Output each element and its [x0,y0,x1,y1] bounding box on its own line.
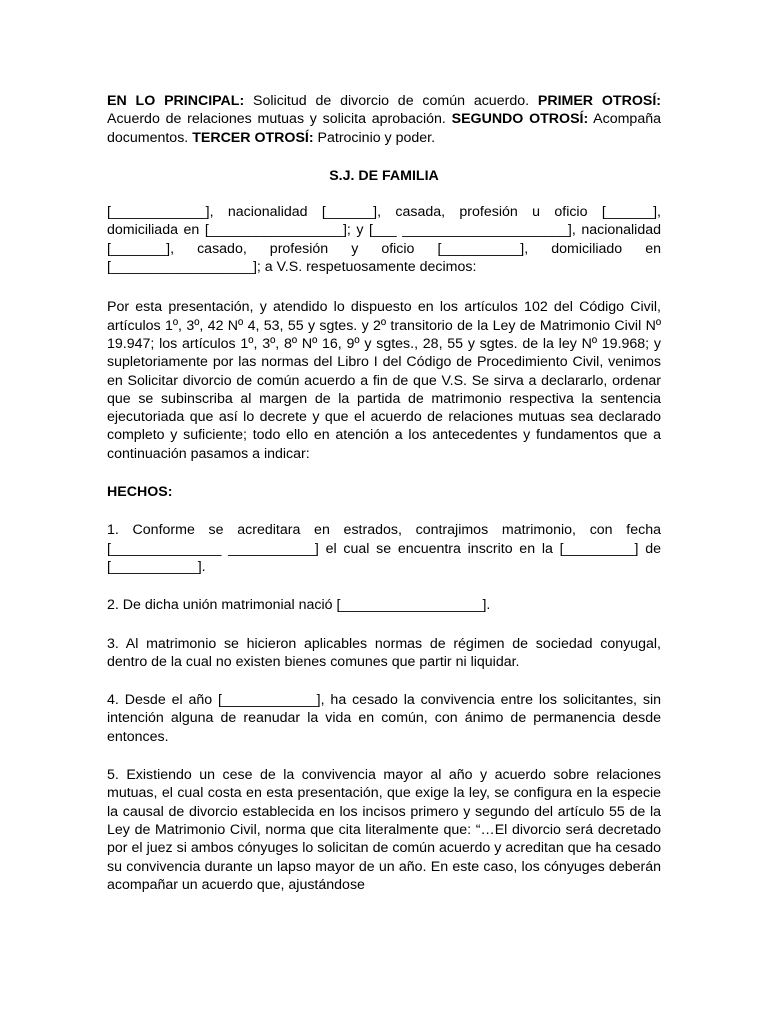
heading-text-principal: Solicitud de divorcio de común acuerdo. [244,93,538,109]
heading-text-segundo-otrosi: Acompaña documentos. [107,111,661,146]
heading-paragraph [107,92,661,147]
fact-1: 1. Conforme se acreditara en estrados, contrajimos matrimonio, con fecha [______________ ___________] el cual se encuentra inscrito en la [_________] de [___________]. [107,522,661,575]
heading-label-segundo-otrosi: SEGUNDO OTROSÍ: [451,111,589,128]
parties-paragraph: [____________], nacionalidad [______], casada, profesión u oficio [______], domiciliada en [_________________]; y [___ _____________________], nacionalidad [_______], casado, profesión y oficio [__________], domiciliado en [__________________]; a V.S. respetuosamente decimos: [107,204,661,276]
fact-5: 5. Existiendo un cese de la convivencia mayor al año y acuerdo sobre relaciones mutuas, el cual costa en esta presentación, que exige la ley, se configura en la especie la causal de divorcio establecida en los incisos primero y segundo del artículo 55 de la Ley de Matrimonio Civil, norma que cita literalmente que: “…El divorcio será decretado por el juez si ambos cónyuges lo solicitan de común acuerdo y acreditan que ha cesado su convivencia durante un lapso mayor de un año. En este caso, los cónyuges deberán acompañar un acuerdo que, ajustándose [107,767,661,893]
heading-label-principal: EN LO PRINCIPAL: [107,93,245,109]
intro-paragraph: Por esta presentación, y atendido lo dispuesto en los artículos 102 del Código Civil, artículos 1º, 3º, 42 Nº 4, 53, 55 y sgtes. y 2º transitorio de la Ley de Matrimonio Civil Nº 19.947; los artículos 1º, 3º, 8º Nº 16, 9º y sgtes., 28, 55 y sgtes. de la ley Nº 19.968; y supletoriamente por las normas del Libro I del Código de Procedimiento Civil, venimos en Solicitar divorcio de común acuerdo a fin de que V.S. Se sirva a declararlo, ordenar que se subinscriba al margen de la partida de matrimonio respectiva la sentencia ejecutoriada que así lo decrete y que el acuerdo de relaciones mutuas sea declarado completo y suficiente; todo ello en atención a los antecedentes y fundamentos que a continuación pasamos a indicar: [107,299,661,462]
heading-text-tercer-otrosi: Patrocinio y poder. [313,129,436,146]
fact-4: 4. Desde el año [____________], ha cesado la convivencia entre los solicitantes, sin intención alguna de reanudar la vida en común, con ánimo de permanencia desde entonces. [107,692,661,745]
document-page [107,92,661,894]
heading-text-primer-otrosi: Acuerdo de relaciones mutuas y solicita aprobación. [107,111,452,128]
fact-3: 3. Al matrimonio se hicieron aplicables normas de régimen de sociedad conyugal, dentro de la cual no existen bienes comunes que partir ni liquidar. [107,635,661,670]
facts-heading: HECHOS: [107,484,173,501]
court-title: S.J. DE FAMILIA [329,167,439,184]
heading-label-tercer-otrosi: TERCER OTROSÍ: [192,129,314,146]
fact-2: 2. De dicha unión matrimonial nació [__________________]. [107,597,491,614]
heading-label-primer-otrosi: PRIMER OTROSÍ: [537,93,661,109]
